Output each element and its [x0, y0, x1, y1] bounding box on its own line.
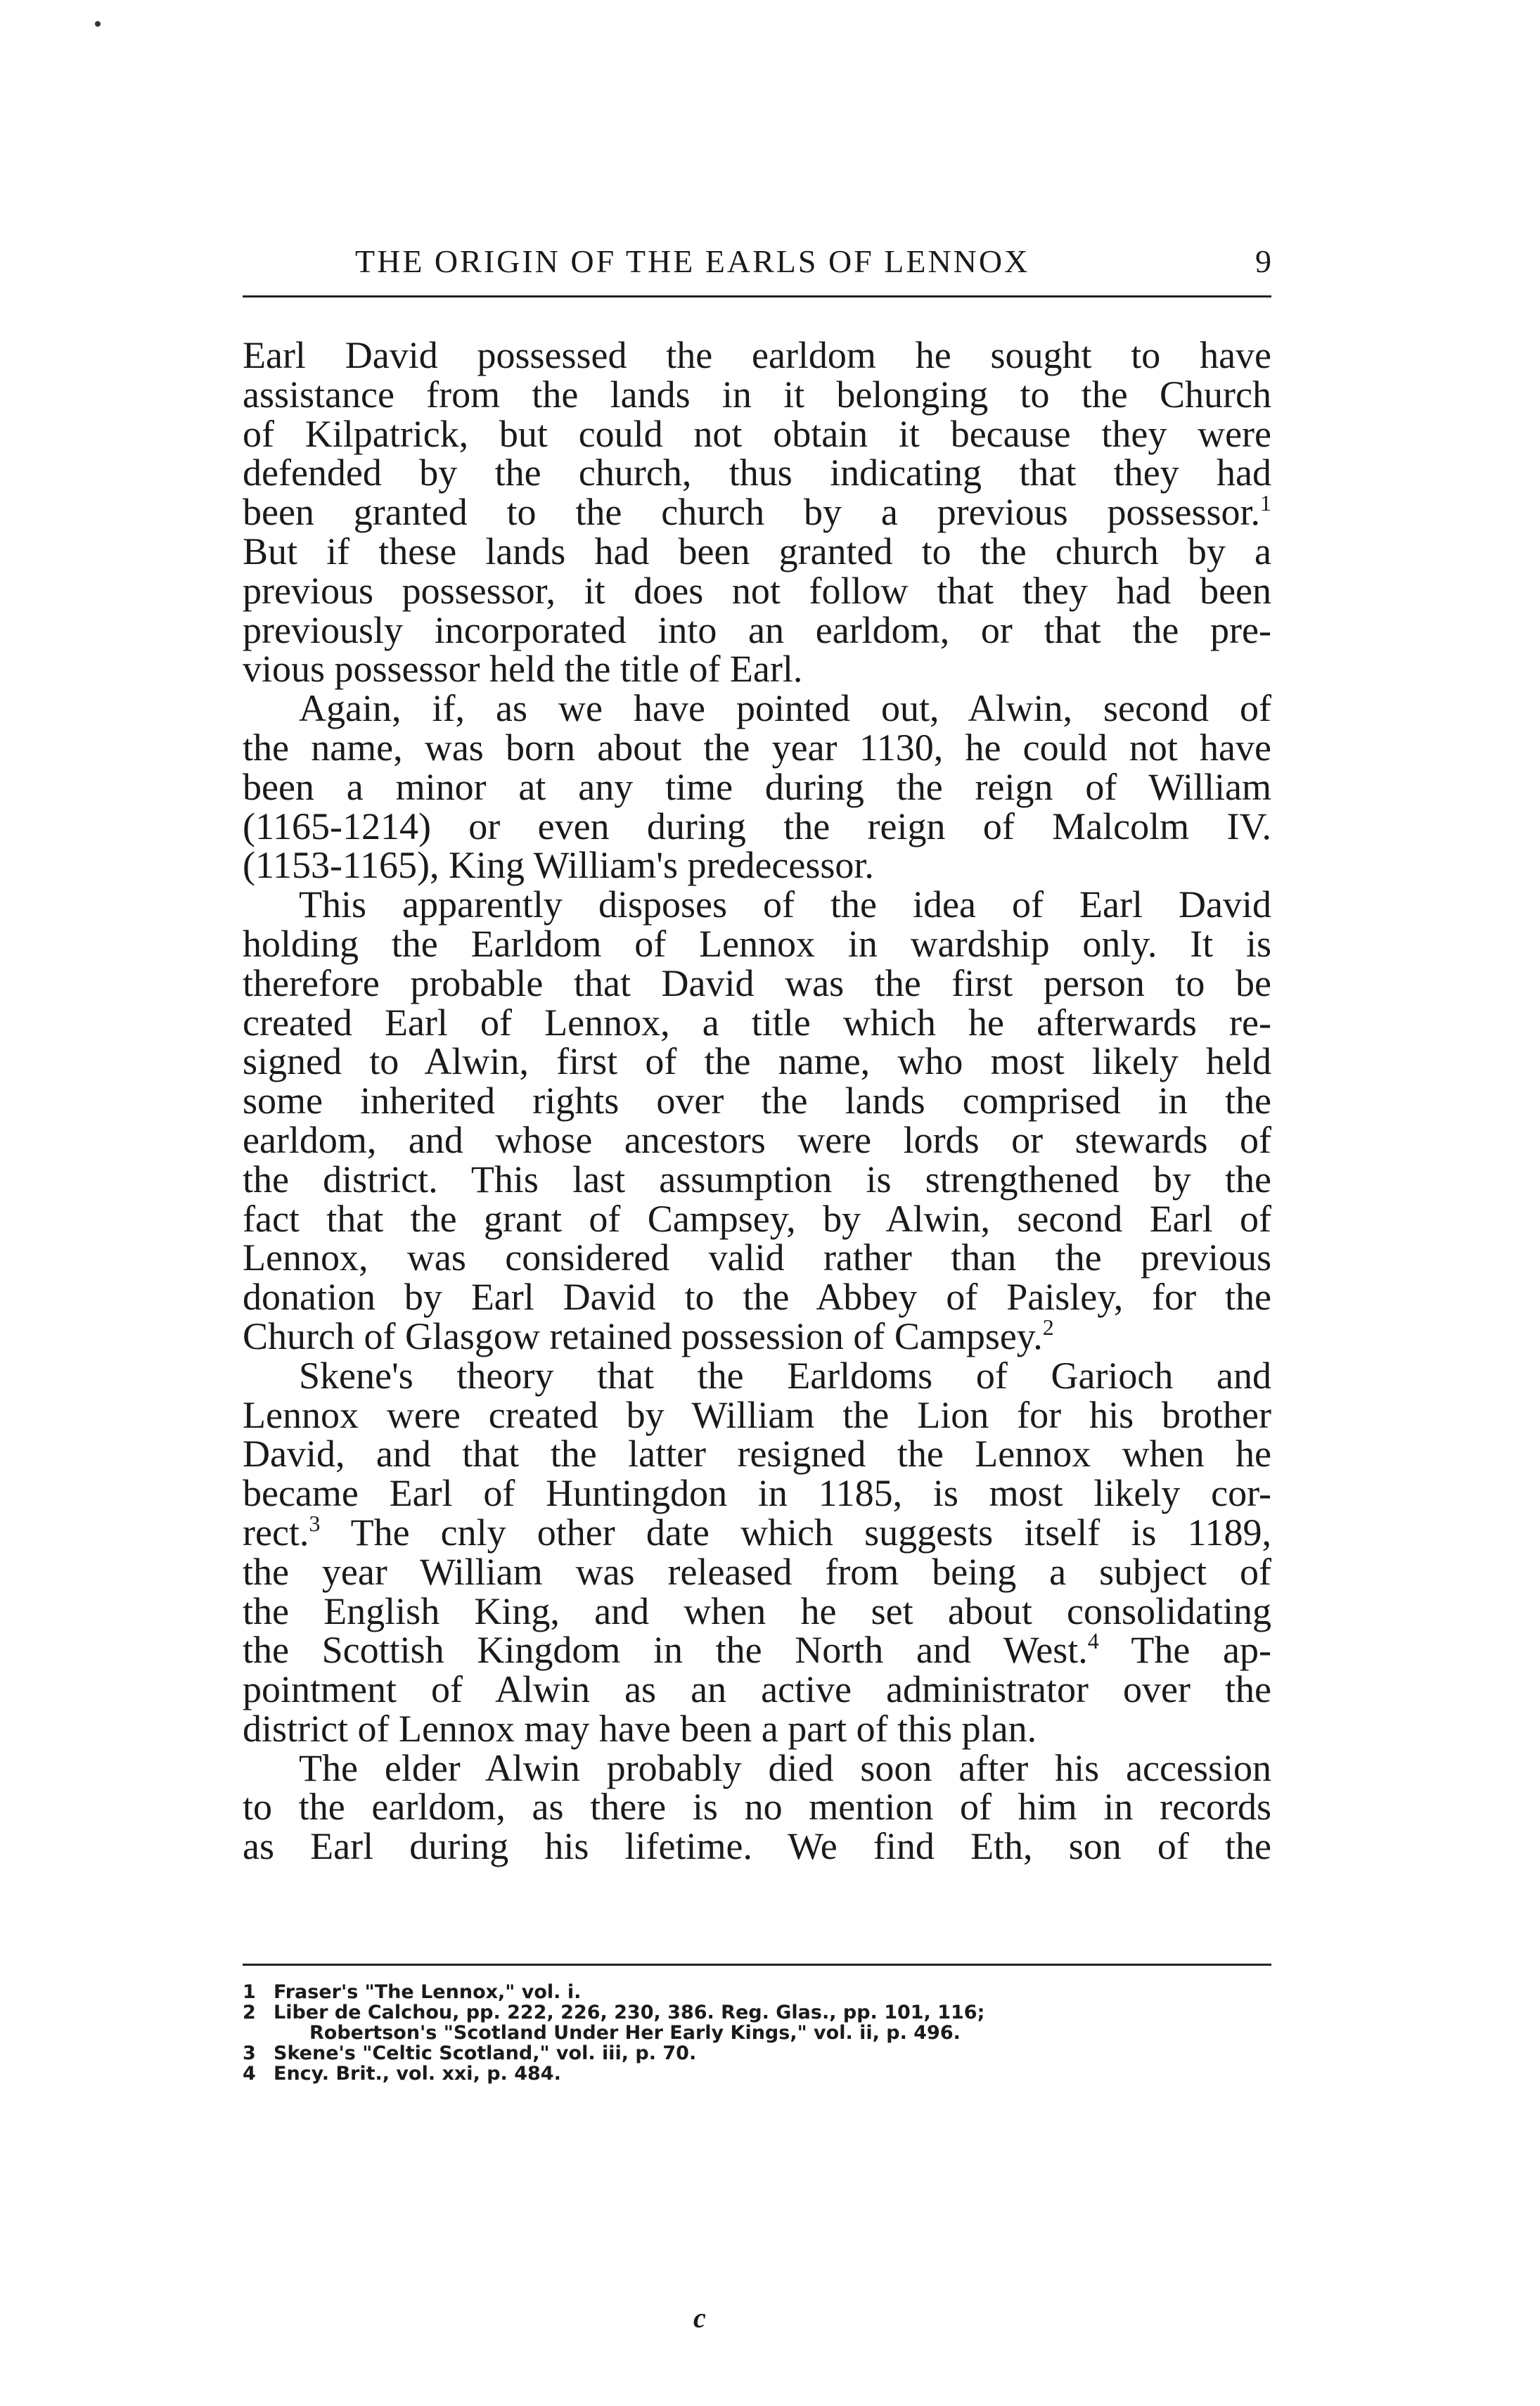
line-text: been granted to the church by a previous possessor. — [243, 491, 1260, 534]
text-line — [243, 490, 1271, 534]
text-line — [243, 1510, 1271, 1554]
line-text: Earl David possessed the earldom he sought to have — [243, 334, 1271, 376]
text-line — [243, 1393, 1271, 1436]
body-text — [243, 336, 1271, 1867]
footnote-text: Fraser's "The Lennox," vol. i. — [274, 1981, 582, 2003]
text-line — [243, 1160, 1271, 1200]
line-text: the Scottish Kingdom in the North and West. — [243, 1629, 1088, 1672]
line-text: became Earl of Huntingdon in 1185, is most likely cor- — [243, 1472, 1271, 1515]
line-text: David, and that the latter resigned the Lennox when he — [243, 1433, 1271, 1476]
text-line — [243, 1278, 1271, 1317]
paragraph — [243, 1354, 1271, 1750]
text-line — [243, 1314, 1271, 1357]
line-text: earldom, and whose ancestors were lords or stewards of — [243, 1118, 1271, 1161]
paragraph — [243, 336, 1271, 689]
running-title: THE ORIGIN OF THE EARLS OF LENNOX — [355, 243, 1030, 279]
text-line — [243, 532, 1271, 572]
line-text: the English King, and when he set about consolidating — [243, 1589, 1271, 1632]
text-line — [243, 1746, 1271, 1789]
line-text: previous possessor, it does not follow that they had been — [243, 569, 1271, 612]
line-text: of Kilpatrick, but could not obtain it because they were — [243, 412, 1271, 455]
text-line — [243, 1354, 1271, 1397]
text-line — [243, 336, 1271, 376]
line-text: district of Lennox may have been a part of this plan. — [243, 1707, 1037, 1750]
line-text: the name, was born about the year 1130, he could not have — [243, 726, 1271, 769]
text-line — [243, 454, 1271, 493]
footnote-number: 1 — [243, 1981, 256, 2003]
line-text: But if these lands had been granted to the church by a — [243, 530, 1271, 572]
text-line — [243, 1670, 1271, 1710]
text-line — [243, 1628, 1271, 1672]
text-line — [243, 689, 1271, 729]
text-line — [243, 1550, 1271, 1593]
line-text: Lennox, was considered valid rather than the previous — [243, 1236, 1271, 1279]
text-line — [243, 961, 1271, 1004]
line-text: holding the Earldom of Lennox in wardship only. It is — [243, 922, 1271, 965]
line-text: The elder Alwin probably died soon after his accession — [299, 1746, 1271, 1789]
text-line — [243, 650, 1271, 689]
text-line — [243, 846, 1271, 885]
text-line — [243, 1118, 1271, 1161]
text-line — [243, 726, 1271, 769]
line-text: the district. This last assumption is strengthened by the — [243, 1158, 1271, 1201]
line-text: the year William was released from being a subject of — [243, 1550, 1271, 1593]
paragraph — [243, 885, 1271, 1357]
text-line — [243, 1042, 1271, 1082]
footnote — [243, 2063, 1271, 2084]
line-text: assistance from the lands in it belonging to the Church — [243, 373, 1271, 416]
line-text: some inherited rights over the lands comprised in the — [243, 1080, 1271, 1122]
footnote — [243, 1982, 1271, 2002]
text-line — [243, 1001, 1271, 1044]
line-text: Again, if, as we have pointed out, Alwin, second of — [299, 687, 1271, 730]
paragraph — [243, 689, 1271, 885]
text-line — [243, 922, 1271, 965]
line-text: as Earl during his lifetime. We find Eth, son of the — [243, 1825, 1271, 1868]
line-text: (1153-1165), King William's predecessor. — [243, 844, 874, 887]
footnote-ref: 1 — [1260, 490, 1271, 516]
line-text: vious possessor held the title of Earl. — [243, 648, 803, 691]
paragraph — [243, 1746, 1271, 1868]
text-line — [243, 412, 1271, 455]
line-text-continued: The cnly other date which suggests itself is 1189, — [320, 1511, 1271, 1554]
line-text: This apparently disposes of the idea of Earl David — [299, 883, 1271, 926]
text-line — [243, 1474, 1271, 1514]
text-line — [243, 1435, 1271, 1474]
line-text: created Earl of Lennox, a title which he afterwards re- — [243, 1001, 1271, 1044]
text-line — [243, 807, 1271, 847]
line-text: signed to Alwin, first of the name, who most likely held — [243, 1040, 1271, 1083]
page-number: 9 — [1255, 243, 1271, 279]
page-header — [243, 236, 1271, 299]
text-line — [243, 1827, 1271, 1867]
footnote-text: Skene's "Celtic Scotland," vol. iii, p. 70. — [274, 2042, 697, 2064]
text-line — [243, 569, 1271, 612]
footnote-number: 3 — [243, 2042, 256, 2064]
footnote — [243, 2043, 1271, 2063]
text-line — [243, 608, 1271, 651]
line-text: Church of Glasgow retained possession of Campsey. — [243, 1314, 1043, 1357]
text-line — [243, 765, 1271, 808]
line-text: fact that the grant of Campsey, by Alwin, second Earl of — [243, 1197, 1271, 1240]
footnote-number: 2 — [243, 2002, 256, 2023]
footnote-ref: 3 — [309, 1510, 321, 1536]
text-line — [243, 1197, 1271, 1240]
footnotes — [243, 1982, 1271, 2084]
text-line — [243, 1707, 1271, 1750]
line-text: been a minor at any time during the reign of William — [243, 765, 1271, 808]
line-text: defended by the church, thus indicating that they had — [243, 452, 1271, 494]
line-text: Lennox were created by William the Lion for his brother — [243, 1393, 1271, 1436]
footnote-continuation: Robertson's "Scotland Under Her Early Kings," vol. ii, p. 496. — [309, 2022, 961, 2044]
text-line — [243, 1082, 1271, 1121]
footnote-ref: 4 — [1087, 1628, 1099, 1654]
line-text: (1165-1214) or even during the reign of Malcolm IV. — [243, 805, 1271, 847]
line-text: Skene's theory that the Earldoms of Garioch and — [299, 1354, 1271, 1397]
text-line — [243, 1236, 1271, 1279]
scan-speck — [95, 21, 101, 27]
footnote — [243, 2002, 1271, 2023]
footnote-text: Liber de Calchou, pp. 222, 226, 230, 386. Reg. Glas., pp. 101, 116; — [274, 2002, 985, 2023]
line-text: to the earldom, as there is no mention of him in records — [243, 1786, 1271, 1829]
footnote-rule — [243, 1964, 1271, 1966]
line-text: donation by Earl David to the Abbey of Paisley, for the — [243, 1276, 1271, 1319]
line-text: therefore probable that David was the first person to be — [243, 961, 1271, 1004]
header-rule — [243, 295, 1271, 297]
footnote-text: Ency. Brit., vol. xxi, p. 484. — [274, 2063, 561, 2085]
line-text-continued: The ap- — [1098, 1629, 1271, 1672]
line-text: rect. — [243, 1511, 309, 1554]
text-line — [243, 373, 1271, 416]
text-line — [243, 885, 1271, 925]
line-text: previously incorporated into an earldom, or that the pre- — [243, 608, 1271, 651]
footnote-number: 4 — [243, 2063, 256, 2085]
text-line — [243, 1788, 1271, 1827]
footnote-ref: 2 — [1042, 1314, 1054, 1340]
signature-mark: c — [693, 2302, 706, 2334]
text-line — [243, 1589, 1271, 1632]
line-text: pointment of Alwin as an active administrator over the — [243, 1668, 1271, 1711]
